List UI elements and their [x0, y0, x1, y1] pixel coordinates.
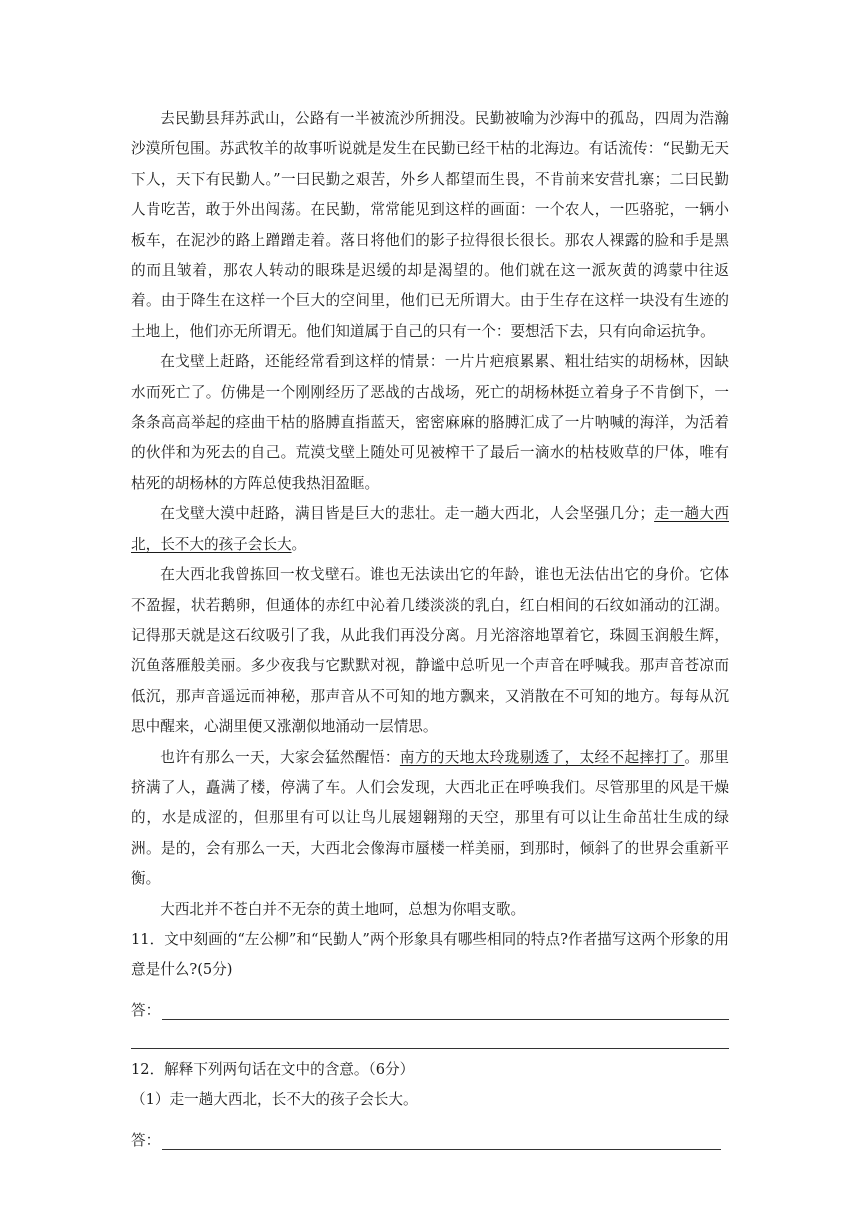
paragraph-6: 大西北并不苍白并不无奈的黄土地呵，总想为你唱支歌。 [160, 900, 526, 918]
question-11: 11．文中刻画的“左公柳”和“民勤人”两个形象具有哪些相同的特点?作者描写这两个形象的用意是什么?(5分) [131, 930, 729, 979]
question-12: 12．解释下列两句话在文中的含意。（6分） [131, 1060, 415, 1078]
paragraph-4: 在大西北我曾拣回一枚戈壁石。谁也无法读出它的年龄，谁也无法估出它的身价。它体不盈握，状若鹅卵，但通体的赤红中沁着几缕淡淡的乳白，红白相间的石纹如涌动的江湖。记得那天就是这石纹吸引了我，从此我们再没分离。月光溶溶地罩着它，珠圆玉润般生辉，沉鱼落雁般美丽。多少夜我与它默默对视，静谧中总听见一个声音在呼喊我。那声音苍凉而低沉，那声音遥远而神秘，那声音从不可知的地方飘来，又消散在不可知的地方。每每从沉思中醒来，心湖里便又涨潮似地涌动一层情思。 [131, 566, 729, 736]
paragraph-5-rest: 。那里挤满了人，矗满了楼，停满了车。人们会发现，大西北正在呼唤我们。尽管那里的风是干燥的，水是成涩的，但那里有可以让鸟儿展翅翱翔的天空，那里有可以让生命茁壮生成的绿洲。是的，会有那么一天，大西北会像海市蜃楼一样美丽，到那时，倾斜了的世界会重新平衡。 [131, 748, 729, 888]
underlined-sentence-1: 走一趟大西北，长不大的孩子会长大 [131, 505, 729, 553]
paragraph-5 [131, 743, 729, 895]
answer-line-11-extra[interactable] [131, 1020, 729, 1049]
answer-label-12-1: 答： [131, 1131, 161, 1149]
paragraph-3-end: 。 [291, 535, 307, 553]
answer-blank-12-1[interactable] [162, 1131, 721, 1150]
paragraph-5-text: 也许有那么一天，大家会猛然醒悟： [160, 748, 400, 766]
document-page [131, 104, 729, 1150]
question-12-1: （1）走一趟大西北，长不大的孩子会长大。 [131, 1091, 418, 1109]
answer-line-11[interactable] [131, 986, 729, 1020]
paragraph-2: 在戈壁上赶路，还能经常看到这样的情景：一片片疤痕累累、粗壮结实的胡杨林，因缺水而死亡了。仿佛是一个刚刚经历了恶战的古战场，死亡的胡杨林挺立着身子不肯倒下，一条条高高举起的痉曲干枯的胳膊直指蓝天，密密麻麻的胳膊汇成了一片呐喊的海洋，为活着的伙伴和为死去的自己。荒漠戈壁上随处可见被榨干了最后一滴水的枯枝败草的尸体，唯有枯死的胡杨林的方阵总使我热泪盈眶。 [131, 353, 729, 492]
answer-blank-11[interactable] [162, 1001, 729, 1020]
answer-line-12-1[interactable] [131, 1116, 729, 1150]
answer-label-11: 答： [131, 1001, 161, 1019]
paragraph-3 [131, 499, 729, 560]
paragraph-1: 去民勤县拜苏武山，公路有一半被流沙所拥没。民勤被喻为沙海中的孤岛，四周为浩瀚沙漠所包围。苏武牧羊的故事听说就是发生在民勤已经干枯的北海边。有话流传：“民勤无天下人，天下有民勤人。”一曰民勤之艰苦，外乡人都望而生畏，不肯前来安营扎寨；二曰民勤人肯吃苦，敢于外出闯荡。在民勤，常常能见到这样的画面：一个农人，一匹骆驼，一辆小板车，在泥沙的路上蹭蹭走着。落日将他们的影子拉得很长很长。那农人裸露的脸和手是黑的而且皱着，那农人转动的眼珠是迟缓的却是渴望的。他们就在这一派灰黄的鸿蒙中往返着。由于降生在这样一个巨大的空间里，他们已无所谓大。由于生存在这样一块没有生迹的土地上，他们亦无所谓无。他们知道属于自己的只有一个：要想活下去，只有向命运抗争。 [131, 110, 729, 340]
underlined-sentence-2: 南方的天地太玲珑剔透了，太经不起摔打了 [399, 748, 685, 766]
paragraph-3-text: 在戈壁大漠中赶路，满目皆是巨大的悲壮。走一趟大西北，人会坚强几分； [160, 505, 655, 523]
